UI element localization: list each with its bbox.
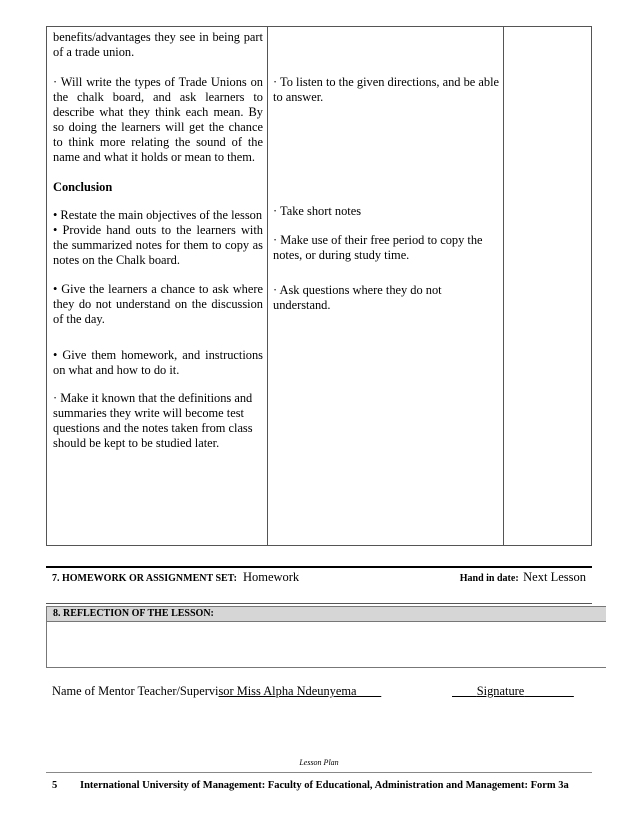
column-divider-2 [503,27,504,545]
signature-line [452,684,574,699]
mentor-label: Name of Mentor Teacher/Supervi [52,684,219,698]
lesson-activities-table [46,26,592,546]
learner-activities-column [273,30,499,313]
column-divider-1 [267,27,268,545]
learner-item-notes: · Take short notes [273,204,362,218]
signature-label: Signature [476,684,525,698]
teacher-item-test-notice: · Make it known that the definitions and summaries they write will become test questions and the notes taken from class should be kept to be studied later. [53,391,253,450]
teacher-item-restate: • Restate the main objectives of the lesson [53,208,263,222]
footer-text: International University of Management: Faculty of Educational, Administration and Management: Form 3a [80,780,569,791]
mentor-name: sor Miss Alpha Ndeunyema [218,684,357,698]
teacher-item-chalkboard: · Will write the types of Trade Unions on the chalk board, and ask learners to describe what they think each mean. By so doing the learners will get the chance to think more relating the sound of the name and what it holds or mean to them. [53,75,263,164]
page-footer [52,780,569,791]
page-number: 5 [52,780,58,791]
homework-value: Homework [242,570,300,584]
footer-rule [46,772,592,773]
teacher-activities-column [53,30,263,451]
hand-in-label: Hand in date: [459,573,519,584]
teacher-item-homework: • Give them homework, and instructions on what and how to do it. [53,348,263,377]
learner-item-listen: · To listen to the given directions, and be able to answer. [273,75,500,104]
teacher-item-questions: • Give the learners a chance to ask where they do not understand on the discussion of the day. [53,282,263,326]
teacher-item-handouts: • Provide hand outs to the learners with the summarized notes for them to copy as notes on the Chalk board. [53,223,263,267]
mentor-underline-tail [356,684,381,698]
homework-row [46,566,592,604]
conclusion-heading: Conclusion [53,180,113,194]
homework-field [52,570,299,585]
mentor-name-line [52,684,381,699]
reflection-box [46,606,606,668]
learner-item-copy: · Make use of their free period to copy the notes, or during study time. [273,233,483,262]
hand-in-field [460,570,586,585]
lesson-plan-caption: Lesson Plan [299,758,339,767]
reflection-heading: 8. REFLECTION OF THE LESSON: [47,607,606,622]
learner-item-ask: · Ask questions where they do not understand. [273,283,442,312]
hand-in-value: Next Lesson [523,570,586,584]
teacher-intro-text: benefits/advantages they see in being part of a trade union. [53,30,263,59]
homework-label: 7. HOMEWORK OR ASSIGNMENT SET: [52,573,237,584]
